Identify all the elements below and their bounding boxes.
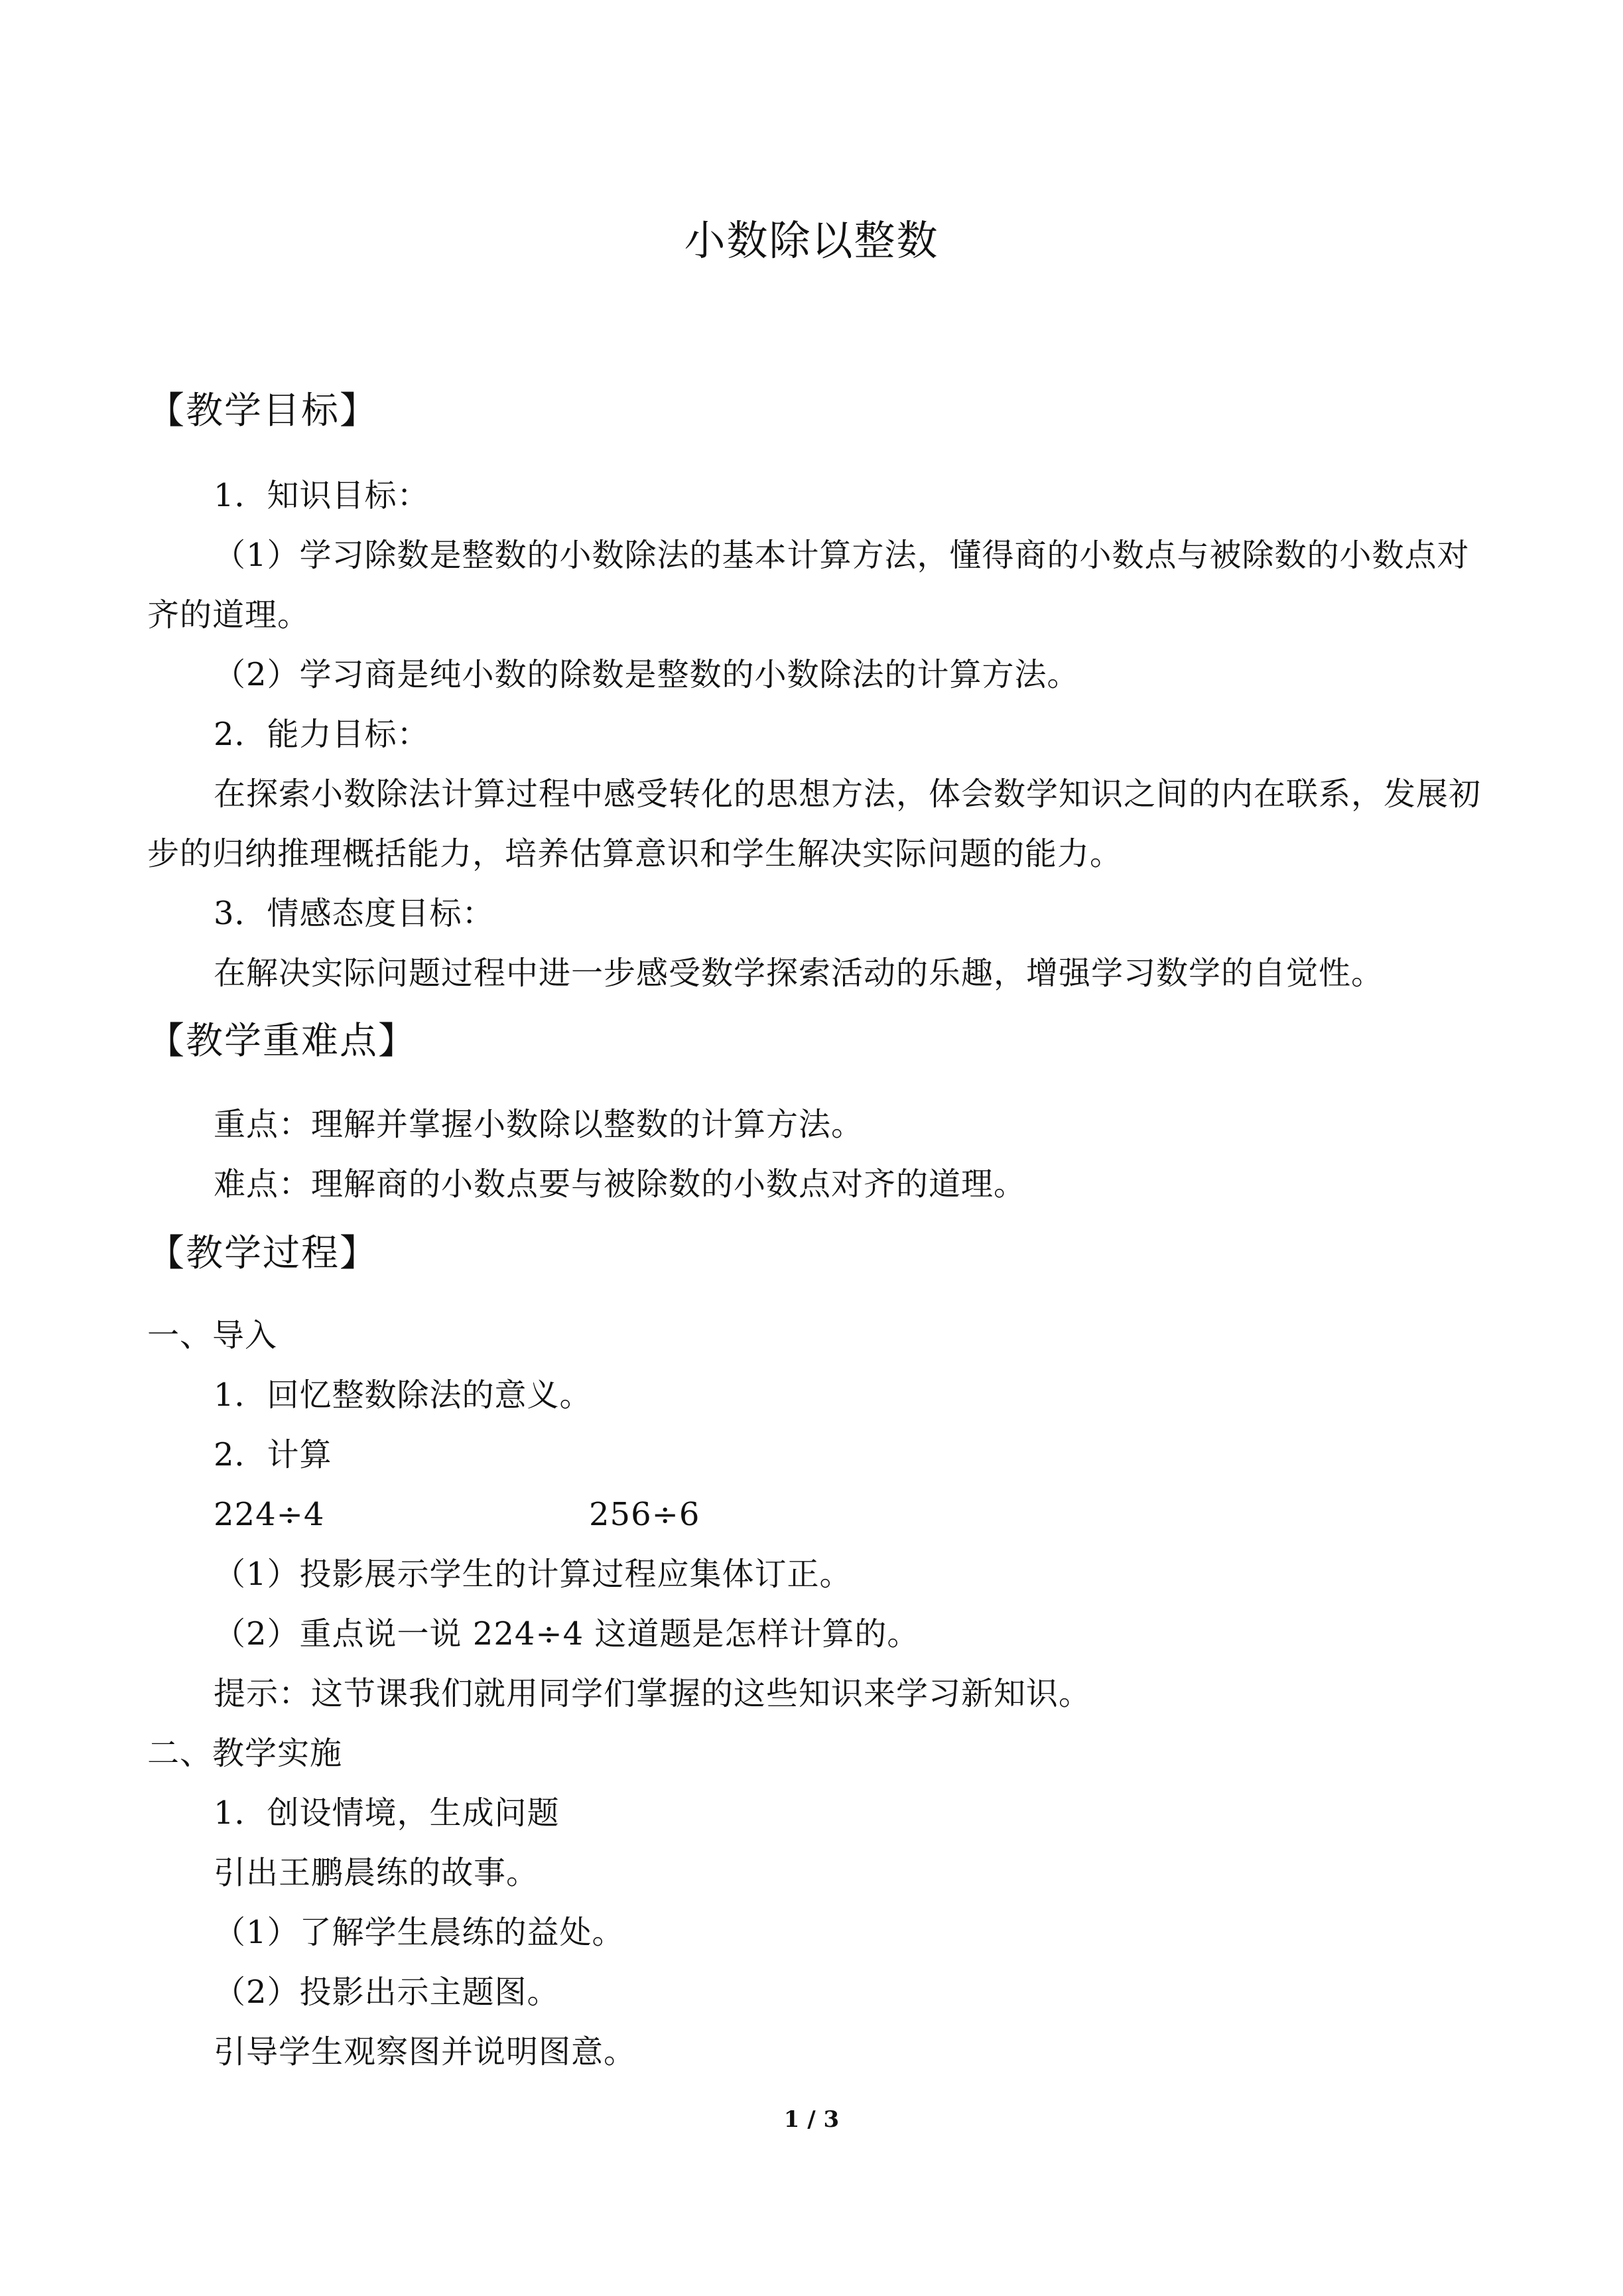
part1-item2: 2．计算 — [214, 1436, 332, 1473]
goal3-label: 3．情感态度目标： — [214, 895, 495, 932]
part2-item1: 1．创设情境，生成问题 — [214, 1794, 560, 1832]
part2-guide: 引导学生观察图并说明图意。 — [214, 2033, 637, 2070]
goal1-item1-line1: （1）学习除数是整数的小数除法的基本计算方法，懂得商的小数点与被除数的小数点对 — [214, 537, 1470, 574]
part1-title: 一、导入 — [147, 1317, 278, 1354]
part1-sub1: （1）投影展示学生的计算过程应集体订正。 — [214, 1556, 852, 1593]
goal1-label: 1．知识目标： — [214, 477, 430, 514]
goal2-label: 2．能力目标： — [214, 716, 430, 753]
part1-item1: 1．回忆整数除法的意义。 — [214, 1377, 592, 1414]
page-number: 1 / 3 — [783, 2106, 840, 2133]
part2-story: 引出王鹏晨练的故事。 — [214, 1854, 539, 1891]
keypoint-text: 重点：理解并掌握小数除以整数的计算方法。 — [214, 1106, 864, 1143]
goal2-line1: 在探索小数除法计算过程中感受转化的思想方法，体会数学知识之间的内在联系，发展初 — [214, 776, 1482, 813]
part2-sub2: （2）投影出示主题图。 — [214, 1974, 560, 2011]
calc-expression-2: 256÷6 — [589, 1496, 700, 1533]
part2-title: 二、教学实施 — [147, 1735, 343, 1772]
part2-sub1: （1）了解学生晨练的益处。 — [214, 1914, 625, 1951]
goal2-line2: 步的归纳推理概括能力，培养估算意识和学生解决实际问题的能力。 — [147, 835, 1123, 872]
document-title: 小数除以整数 — [684, 216, 939, 265]
goal3-line1: 在解决实际问题过程中进一步感受数学探索活动的乐趣，增强学习数学的自觉性。 — [214, 955, 1384, 992]
calc-expression-1: 224÷4 — [214, 1496, 325, 1533]
part1-hint: 提示：这节课我们就用同学们掌握的这些知识来学习新知识。 — [214, 1675, 1092, 1712]
difficulty-text: 难点：理解商的小数点要与被除数的小数点对齐的道理。 — [214, 1166, 1027, 1203]
goal1-item2: （2）学习商是纯小数的除数是整数的小数除法的计算方法。 — [214, 656, 1080, 693]
section-heading-keypoints: 【教学重难点】 — [147, 1020, 417, 1063]
section-heading-process: 【教学过程】 — [147, 1232, 378, 1275]
section-heading-goals: 【教学目标】 — [147, 389, 378, 433]
goal1-item1-line2: 齐的道理。 — [147, 596, 310, 634]
part1-sub2: （2）重点说一说 224÷4 这道题是怎样计算的。 — [214, 1615, 920, 1653]
